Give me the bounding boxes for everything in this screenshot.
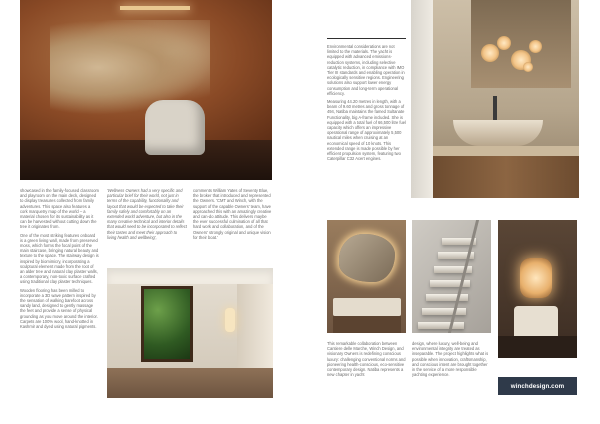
side-panel bbox=[237, 284, 273, 368]
vanity-cabinet bbox=[433, 156, 579, 198]
organic-mirror-photo bbox=[327, 220, 406, 333]
pendant-light bbox=[481, 44, 499, 62]
ceiling-light bbox=[120, 6, 190, 10]
wood-floor bbox=[107, 368, 273, 398]
stair-step bbox=[426, 294, 468, 301]
paragraph: design, where luxury, well-being and environmental integrity are treated as inseparable. The project highlights what is possible when innovation, craftsmanship, and conscious intent are brought together in the service of a more responsible yachting experience. bbox=[412, 341, 489, 378]
countertop bbox=[433, 146, 579, 156]
section-rule bbox=[327, 38, 406, 39]
armchair bbox=[145, 100, 205, 155]
text-column-1 bbox=[20, 188, 99, 398]
brand-logo-bar[interactable] bbox=[498, 377, 577, 395]
pendant-light bbox=[523, 62, 533, 72]
backlit-mirror bbox=[339, 234, 395, 282]
pendant-lamp-photo bbox=[498, 220, 577, 358]
pendant-light bbox=[529, 40, 542, 53]
stair-step bbox=[422, 308, 466, 315]
ceiling bbox=[107, 268, 273, 284]
green-wall-corridor-photo bbox=[107, 268, 273, 398]
lamp-base bbox=[514, 306, 558, 336]
text-column-6 bbox=[412, 341, 491, 399]
stair-step bbox=[418, 322, 464, 329]
staircase-photo bbox=[412, 220, 491, 333]
paragraph: Measuring 44.20 metres in length, with a beam of 9.60 metres and gross tonnage of 494, Natiba maintains the famed Sultanate Functionality, big A-frame included. She is equipped with a total fuel of 66,500 litre fuel capacity which offers an impressive operational range of approximately 5,500 nautical miles when cruising at an economical speed of 10 knots. This extended range is made possible by her efficient propulsion system, featuring two Caterpillar C32 Acert engines. bbox=[327, 99, 406, 162]
living-moss-wall bbox=[141, 286, 193, 362]
stair-step bbox=[430, 280, 470, 287]
wall-sconce bbox=[225, 308, 235, 332]
text-column-5 bbox=[327, 341, 406, 399]
vanity-cabinet bbox=[333, 316, 401, 333]
text-column-3 bbox=[193, 188, 273, 266]
bathroom-sink-photo bbox=[411, 0, 579, 198]
text-column-4 bbox=[327, 44, 406, 214]
sink-counter bbox=[333, 298, 401, 316]
brand-url[interactable]: winchdesign.com bbox=[510, 382, 565, 390]
paragraph: Wooden flooring has been milled to incorporate a 3D wave pattern inspired by the sensation of walking barefoot across sandy land, designed to gently massage the feet and provide a sense of physical grounding as you move around the interior. Carpets are 100% wool, hand-knotted in Kashmir and dyed using natural pigments. bbox=[20, 287, 98, 330]
paragraph: comments William Yates of Seventy Blue, the broker that introduced and represented the Owners. 'CMT and Winch, with the support of the capable Owners' team, have approached this with an amazingly creative and can-do attitude. This delivers maybe the ever successful culmination of all that hard work and collaboration, and of the Owners' strongly original and unique vision for their boat.' bbox=[193, 188, 272, 240]
pendant-lamp bbox=[520, 258, 552, 298]
paragraph: Environmental considerations are not limited to the materials. The yacht is equipped with advanced emissions-reduction systems, including selective catalytic reduction, in compliance with IMO Tier III standards and enabling operation in ecologically sensitive regions. Engineering solutions also support lower energy consumption and long-term operational efficiency. bbox=[327, 44, 405, 96]
pendant-light bbox=[497, 36, 511, 50]
paragraph: One of the most striking features onboard is a green living wall, made from preserved moss, which forms the focal point of the main staircase, bringing natural beauty and texture to the space. The stairway design is inspired by biomimicry, incorporating a sculptural element made from the root of an alder tree and natural clay plaster walls, a contemporary, non-toxic surface crafted using traditional clay plaster techniques. bbox=[20, 232, 99, 285]
pull-quote bbox=[107, 188, 187, 266]
paragraph: This remarkable collaboration between Cantiere delle Marche, Winch Design, and visionary Owners is redefining conscious luxury: challenging conventional norms and pioneering health-conscious, eco-sensitive contemporary design. Natiba represents a new chapter in yacht bbox=[327, 341, 406, 378]
door-frame bbox=[411, 0, 433, 198]
vessel-sink bbox=[453, 120, 543, 146]
quote-text: 'Wellness Owners had a very specific and particular brief for their world, not just in terms of the capability, functionality and layout that would be expected to take their family safely and comfortably on an extended world adventure, but also in the many creative technical and interior details that would need to be incorporated to reflect their tastes and meet their approach to living health and wellbeing', bbox=[107, 188, 187, 240]
table-surface bbox=[498, 336, 577, 358]
map-wall-photo bbox=[20, 0, 272, 180]
handrail bbox=[448, 220, 479, 333]
paragraph: showcased in the family-focused classroom and playroom on the main deck, designed to display treasures collected from family adventures. This space also features a cork marquetry map of the world – a material chosen for its sustainability as it can be harvested without cutting down the tree it originates from. bbox=[20, 188, 99, 230]
